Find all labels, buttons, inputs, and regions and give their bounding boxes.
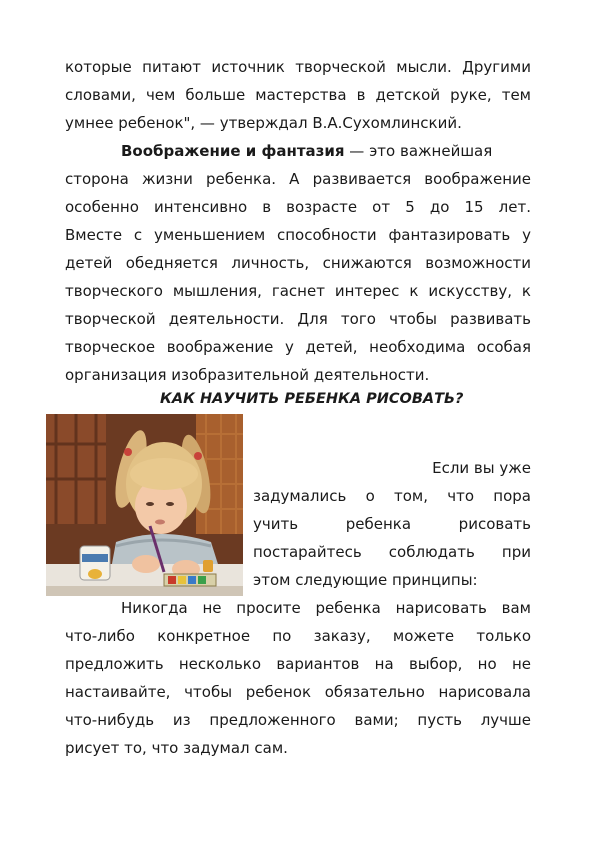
- text-line: этом следующие принципы:: [253, 571, 478, 589]
- text-line: организация изобразительной деятельности.: [65, 366, 430, 384]
- child-drawing-photo: [46, 414, 243, 596]
- text-line: словами, чем больше мастерства в детской руке, тем: [65, 86, 531, 104]
- bold-term: Воображение и фантазия: [121, 142, 345, 160]
- text-line: особенно интенсивно в возрасте от 5 до 15 лет.: [65, 198, 531, 216]
- text-line: что-либо конкретное по заказу, можете только: [65, 627, 531, 645]
- text-line: творческого мышления, гаснет интерес к искусству, к: [65, 282, 531, 300]
- text-line: задумались о том, что пора: [253, 487, 531, 505]
- text-line: предложить несколько вариантов на выбор, но не: [65, 655, 531, 673]
- paragraph-first-line: [121, 141, 531, 161]
- text-line: творческое воображение у детей, необходима особая: [65, 338, 531, 356]
- text-fragment: — это важнейшая: [344, 142, 493, 160]
- text-line: которые питают источник творческой мысли. Другими: [65, 58, 531, 76]
- text-line: сторона жизни ребенка. А развивается воображение: [65, 170, 531, 188]
- section-heading: КАК НАУЧИТЬ РЕБЕНКА РИСОВАТЬ?: [160, 391, 464, 407]
- text-line: Если вы уже: [432, 459, 531, 477]
- text-line: что-нибудь из предложенного вами; пусть лучше: [65, 711, 531, 729]
- paragraph-first-line: Никогда не просите ребенка нарисовать вам: [121, 599, 531, 617]
- text-line: учить ребенка рисовать: [253, 515, 531, 533]
- text-line: творческой деятельности. Для того чтобы развивать: [65, 310, 531, 328]
- text-line: умнее ребенок", — утверждал В.А.Сухомлинский.: [65, 114, 462, 132]
- text-line: настаивайте, чтобы ребенок обязательно нарисовала: [65, 683, 531, 701]
- text-line: постарайтесь соблюдать при: [253, 543, 531, 561]
- text-line: Вместе с уменьшением способности фантазировать у: [65, 226, 531, 244]
- text-line: детей обедняется личность, снижаются возможности: [65, 254, 531, 272]
- text-line: рисует то, что задумал сам.: [65, 739, 288, 757]
